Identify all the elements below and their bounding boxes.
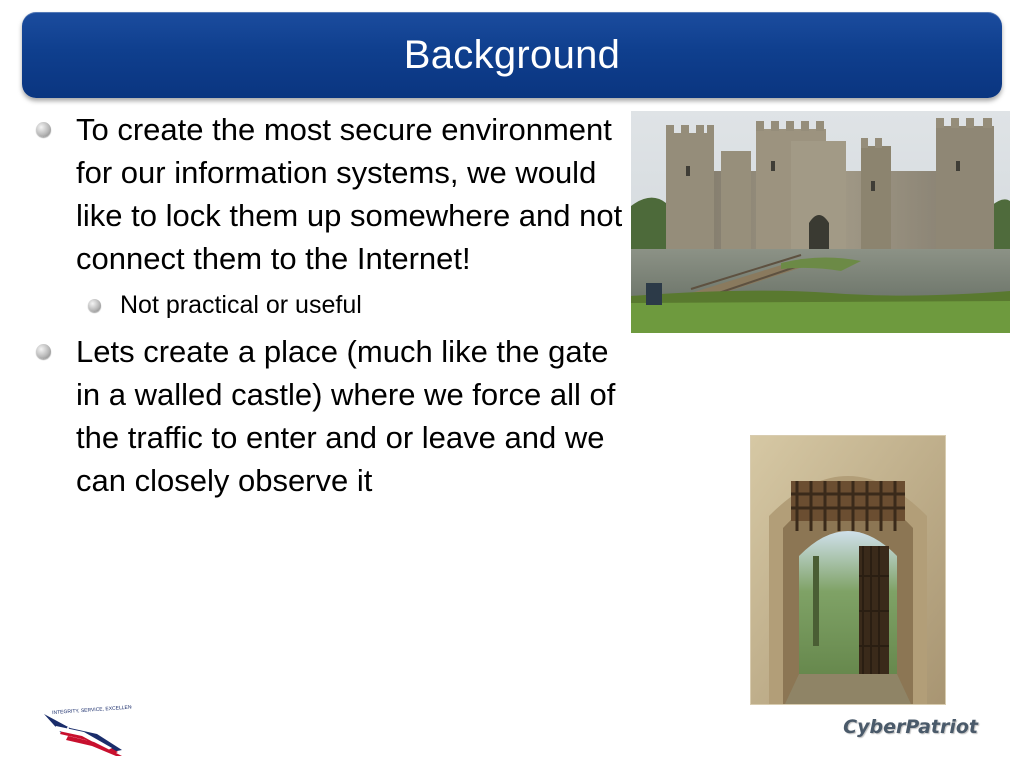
bullet-list bbox=[36, 108, 636, 510]
bullet-text: Lets create a place (much like the gate in a walled castle) where we force all of the traffic to enter and or leave and we can closely observe it bbox=[76, 334, 616, 498]
bullet-dot-icon bbox=[36, 344, 51, 359]
sub-bullet-item bbox=[36, 288, 636, 322]
title-bar bbox=[22, 12, 1002, 98]
bullet-item bbox=[36, 330, 636, 502]
castle-gate-photo bbox=[751, 436, 945, 704]
castle-photo bbox=[631, 111, 1010, 333]
bullet-text: To create the most secure environment for our information systems, we would like to lock them up somewhere and not connect them to the Internet! bbox=[76, 112, 623, 276]
slide-title: Background bbox=[403, 32, 621, 77]
flag-logo bbox=[42, 700, 132, 756]
bullet-dot-icon bbox=[36, 122, 51, 137]
bullet-dot-icon bbox=[88, 299, 101, 312]
cyberpatriot-brand: CyberPatriot bbox=[843, 716, 978, 738]
sub-bullet-text: Not practical or useful bbox=[120, 291, 362, 319]
svg-text:INTEGRITY, SERVICE, EXCELLENCE: INTEGRITY, SERVICE, EXCELLENCE bbox=[51, 704, 132, 717]
bullet-item bbox=[36, 108, 636, 280]
